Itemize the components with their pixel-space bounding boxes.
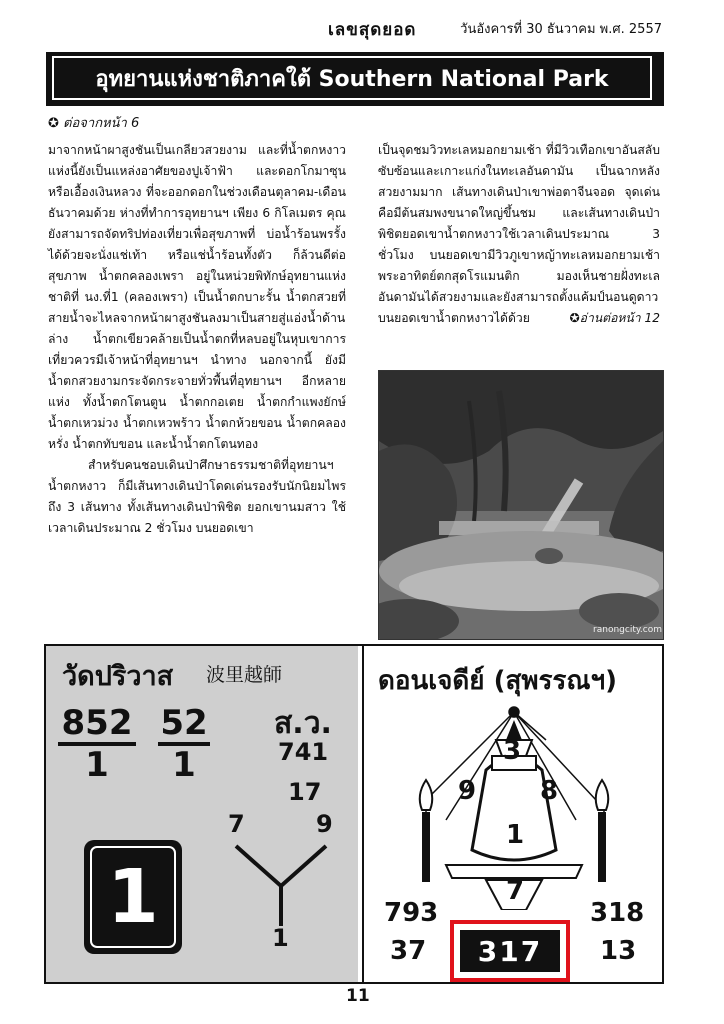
right-number: 318 (590, 898, 645, 928)
stupa-right-number: 8 (540, 776, 559, 806)
photo-credit: ranongcity.com (593, 625, 662, 635)
fraction-bottom: 1 (172, 745, 196, 785)
y-lines (226, 836, 336, 936)
fraction-bottom: 1 (85, 745, 109, 785)
fraction-top: 52 (158, 704, 210, 746)
temple-name: วัดปริวาส (62, 661, 174, 692)
sv-label: ส.ว. (274, 706, 332, 741)
bottom-right-number: 13 (600, 936, 637, 966)
stupa-center-number: 1 (506, 820, 525, 850)
article-paragraph: มาจากหน้าผาสูงชันเป็นเกลียวสวยงาม และที่น้ำตกหงาวแห่งนี้ยังเป็นแหล่งอาศัยของปูเจ้าฟ้า และดอกโกมาซุน หรือเอื้องเงินหลวง ที่จะออกดอกในช่วงเดือนตุลาคม-เดือนธันวาคมด้วย ห่างที่ทำการอุทยานฯ เพียง 6 กิโลเมตร คุณยังสามารถจัดทริปท่องเที่ยวเพื่อสุขภาพที่ บ่อน้ำร้อนพรรั้งได้ด้วยจะนั่งแช่เท้า หรือแช่น้ำร้อนทั้งตัว ก็ล้วนดีต่อสุขภาพ น้ำตกคลองเพรา อยู่ในหน่วยพิทักษ์อุทยานแห่งชาติที่ นง.ที่1 (คลองเพรา) เป็นน้ำตกบาะรั้น น้ำตกสวยที่สายน้ำจะไหลจากหน้าผาสูงชันลงมาเป็นสายสู่แอ่งน้ำด้านล่าง น้ำตกเขียวคล้ายเป็นน้ำตกที่หลบอยู่ในหุบเขาการเที่ยวควรมีเจ้าหน้าที่อุทยานฯ นำทาง นอกจากนี้ ยังมีน้ำตกสวยงามกระจัดกระจายทั่วพื้นที่อุทยานฯ อีกหลายแห่ง ทั้งน้ำตกโตนตูน น้ำตกกอเตย น้ำตกกำแพงยักษ์ น้ำตกเหวม่วง น้ำตกเหวพร้าว น้ำตกห้วยขอน น้ำตกคลองหรั่ง น้ำตกทับขอน และน้ำน้ำตกโตนทอง (48, 143, 346, 451)
publication-name: เลขสุดยอด (328, 20, 417, 40)
don-chedi-title: ดอนเจดีย์ (สุพรรณฯ) (378, 666, 617, 696)
issue-date: วันอังคารที่ 30 ธันวาคม พ.ศ. 2557 (460, 22, 662, 37)
highlighted-number: 317 (460, 930, 560, 972)
chinese-text: 波里越師 (206, 664, 283, 686)
article-right-column (378, 140, 660, 329)
article-left-column (48, 140, 346, 539)
highlight-frame (450, 920, 570, 982)
page-number: 11 (346, 986, 370, 1006)
fraction-52 (158, 704, 210, 784)
left-number: 793 (384, 898, 439, 928)
continued-to: ✪อ่านต่อหน้า 12 (569, 311, 660, 325)
article-paragraph: เป็นจุดชมวิวทะเลหมอกยามเช้า ที่มีวิวเทือกเขาอันสลับซับซ้อนและเกาะแก่งในทะเลอันดามัน เป็นฉากหลังสวยงามมาก เส้นทางเดินป่าเขาพ่อตาจีนจอด จุดเด่นคือมีต้นสมพงขนาดใหญ่ขึ้นชม และเส้นทางเดินป่าพิชิตยอดเขาน้ำตกหงาวใช้เวลาเดินประมาณ 3 ชั่วโมง บนยอดเขามีวิวภูเขาหญ้าทะเลหมอกยามเช้า พระอาทิตย์ตกสุดโรแมนติก มองเห็นชายฝั่งทะเลอันดามันได้สวยงามและยังสามารถตั้งแค้มป์นอนดูดาวบนยอดเขาน้ำตกหงาวได้ด้วย ✪อ่านต่อหน้า 12 (378, 140, 660, 329)
fraction-852 (58, 704, 136, 784)
stupa-top-number: 3 (503, 736, 522, 766)
stupa-left-number: 9 (458, 776, 477, 806)
stupa-lower-number: 7 (506, 876, 525, 906)
article-paragraph: สำหรับคนชอบเดินป่าศึกษาธรรมชาติที่อุทยานฯ น้ำตกหงาว ก็มีเส้นทางเดินป่าโดดเด่นรองรับนักนิยมไพรถึง 3 เส้นทาง ทั้งเส้นทางเดินป่าพิชิต ยอกเขานมสาว ใช้เวลาเดินประมาณ 2 ชั่วโมง บนยอดเขา (48, 458, 346, 535)
y-bottom-number: 1 (272, 924, 289, 952)
article-title: อุทยานแห่งชาติภาคใต้ Southern National Park (52, 56, 652, 100)
sv-number: 17 (288, 778, 322, 806)
y-left-number: 7 (228, 810, 245, 838)
y-right-number: 9 (316, 810, 333, 838)
fraction-top: 852 (58, 704, 136, 746)
continued-from: ✪ ต่อจากหน้า 6 (48, 116, 140, 131)
bottom-left-number: 37 (390, 936, 427, 966)
sv-number: 741 (278, 738, 329, 766)
big-digit: 1 (90, 846, 176, 948)
waterfall-illustration (379, 371, 663, 639)
waterfall-photo (378, 370, 664, 640)
